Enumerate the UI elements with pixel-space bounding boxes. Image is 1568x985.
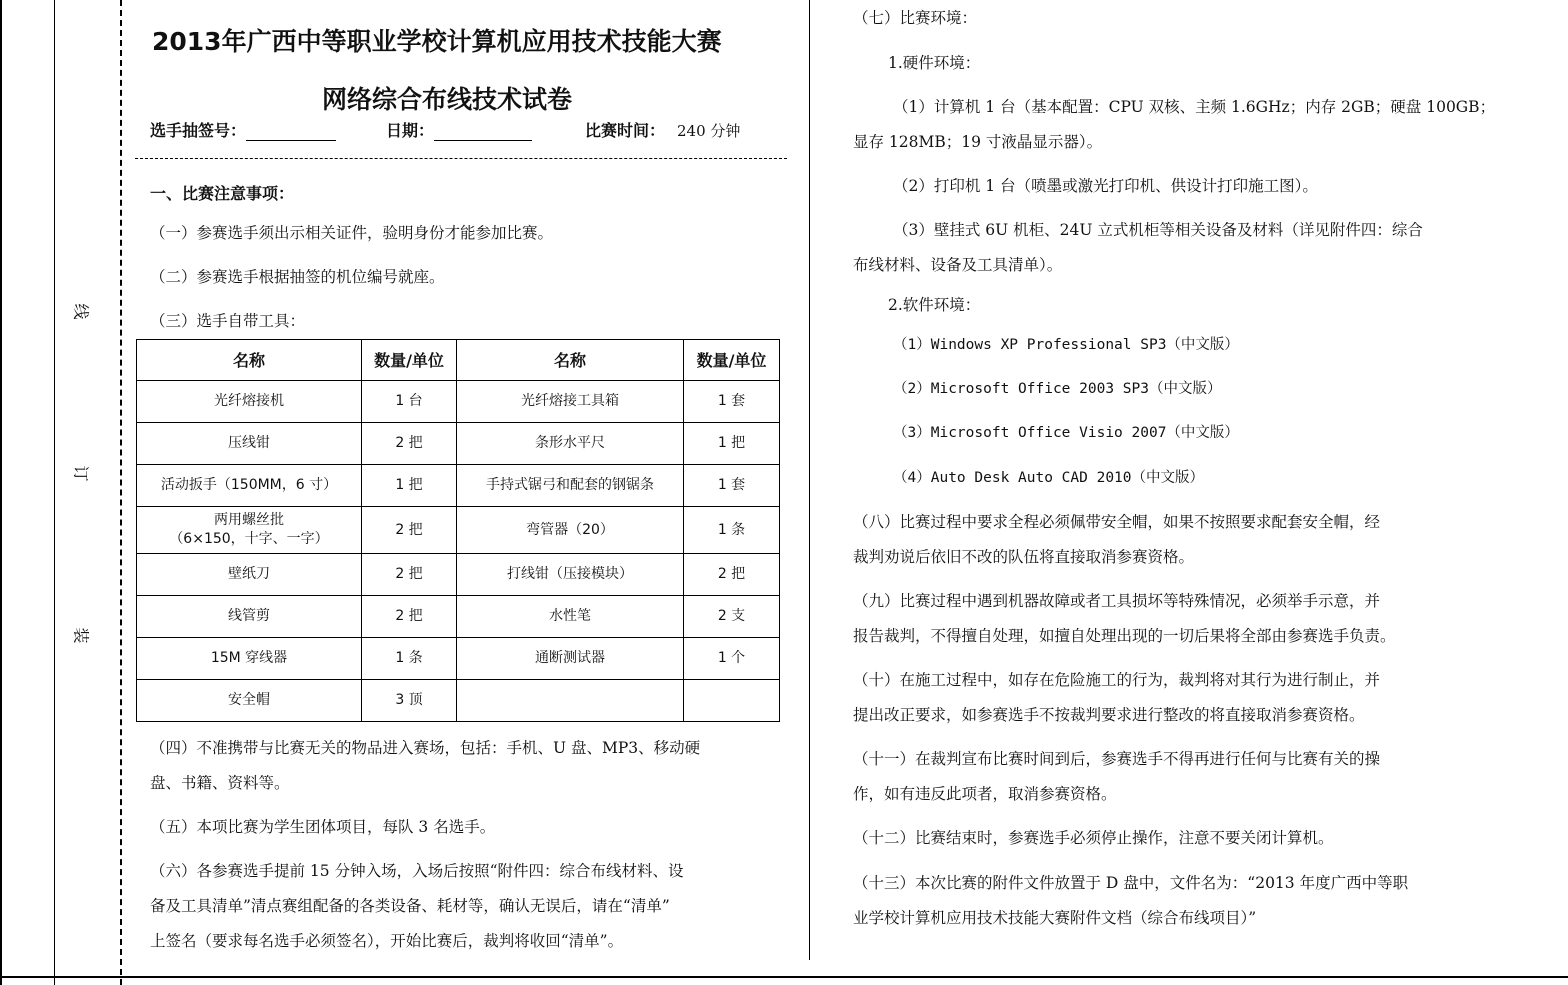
column-divider (809, 0, 810, 960)
table-row (137, 638, 780, 680)
table-cell: 线管剪 (137, 596, 362, 638)
note-item-1: （一）参赛选手须出示相关证件，验明身份才能参加比赛。 (150, 224, 554, 242)
table-row (137, 680, 780, 722)
table-cell: 活动扳手（150MM，6 寸） (137, 465, 362, 507)
note-item-13-line2: 业学校计算机应用技术技能大赛附件文档（综合布线项目）” (853, 909, 1257, 927)
table-cell: 打线钳（压接模块） (457, 554, 684, 596)
lottery-number-blank (246, 126, 336, 141)
software-item-1: （1）Windows XP Professional SP3（中文版） (893, 337, 1239, 353)
table-cell: 1 把 (362, 465, 457, 507)
table-header: 名称 (137, 340, 362, 381)
note-item-11-line1: （十一）在裁判宣布比赛时间到后，参赛选手不得再进行任何与比赛有关的操 (853, 750, 1381, 768)
table-cell: 1 条 (684, 507, 780, 554)
table-cell: 光纤熔接工具箱 (457, 381, 684, 423)
binding-char-bind: 装 (71, 627, 91, 644)
page-title-line1: 2013年广西中等职业学校计算机应用技术技能大赛 (152, 27, 722, 56)
note-item-4-line1: （四）不准携带与比赛无关的物品进入赛场，包括：手机、U 盘、MP3、移动硬 (150, 739, 701, 757)
table-row (137, 596, 780, 638)
table-header: 数量/单位 (362, 340, 457, 381)
table-cell (137, 507, 362, 554)
bottom-border (0, 976, 1568, 978)
note-item-12: （十二）比赛结束时，参赛选手必须停止操作，注意不要关闭计算机。 (853, 829, 1334, 847)
table-cell: 1 套 (684, 465, 780, 507)
note-item-9-line1: （九）比赛过程中遇到机器故障或者工具损坏等特殊情况，必须举手示意，并 (853, 592, 1381, 610)
table-row (137, 554, 780, 596)
hardware-title: 1.硬件环境： (888, 54, 981, 72)
software-item-4: （4）Auto Desk Auto CAD 2010（中文版） (893, 470, 1205, 486)
note-item-10-line1: （十）在施工过程中，如存在危险施工的行为，裁判将对其行为进行制止，并 (853, 671, 1381, 689)
table-row (137, 465, 780, 507)
software-item-3: （3）Microsoft Office Visio 2007（中文版） (893, 425, 1239, 441)
table-cell: 1 套 (684, 381, 780, 423)
hardware-item-2: （2）打印机 1 台（喷墨或激光打印机、供设计打印施工图）。 (893, 177, 1318, 195)
note-item-6-line2: 备及工具清单”清点赛组配备的各类设备、耗材等，确认无误后，请在“清单” (150, 897, 670, 915)
note-item-3: （三）选手自带工具： (150, 312, 306, 330)
lottery-number-label: 选手抽签号： (150, 121, 247, 140)
hardware-item-3-line1: （3）壁挂式 6U 机柜、24U 立式机柜等相关设备及材料（详见附件四：综合 (893, 221, 1423, 239)
table-cell: 2 把 (362, 423, 457, 465)
outer-left-border (0, 0, 2, 985)
table-row (137, 423, 780, 465)
exam-time-field (585, 118, 740, 141)
table-cell: 弯管器（20） (457, 507, 684, 554)
table-cell-line: （6×150，十字、一字） (169, 531, 329, 547)
table-header-row (137, 340, 780, 381)
note-item-8-line1: （八）比赛过程中要求全程必须佩带安全帽，如果不按照要求配套安全帽，经 (853, 513, 1381, 531)
note-item-4-line2: 盘、书籍、资料等。 (150, 774, 290, 792)
table-cell-line: 两用螺丝批 (214, 512, 284, 528)
software-title: 2.软件环境： (888, 296, 981, 314)
table-cell: 安全帽 (137, 680, 362, 722)
note-item-5: （五）本项比赛为学生团体项目，每队 3 名选手。 (150, 818, 496, 836)
note-item-10-line2: 提出改正要求，如参赛选手不按裁判要求进行整改的将直接取消参赛资格。 (853, 706, 1365, 724)
table-cell: 1 台 (362, 381, 457, 423)
table-cell: 1 条 (362, 638, 457, 680)
tools-table (136, 339, 780, 722)
note-item-9-line2: 报告裁判，不得擅自处理，如擅自处理出现的一切后果将全部由参赛选手负责。 (853, 627, 1396, 645)
exam-time-label: 比赛时间： (585, 121, 666, 140)
table-cell (457, 680, 684, 722)
table-header: 名称 (457, 340, 684, 381)
table-cell: 通断测试器 (457, 638, 684, 680)
hardware-item-1-line2: 显存 128MB；19 寸液晶显示器）。 (853, 133, 1103, 151)
table-cell (684, 680, 780, 722)
env-title: （七）比赛环境： (853, 9, 978, 27)
table-header: 数量/单位 (684, 340, 780, 381)
table-row (137, 507, 780, 554)
table-cell: 水性笔 (457, 596, 684, 638)
note-item-6-line1: （六）各参赛选手提前 15 分钟入场，入场后按照“附件四：综合布线材料、设 (150, 862, 684, 880)
note-item-8-line2: 裁判劝说后依旧不改的队伍将直接取消参赛资格。 (853, 548, 1195, 566)
lottery-number-field (150, 118, 336, 141)
table-cell: 3 顶 (362, 680, 457, 722)
note-item-13-line1: （十三）本次比赛的附件文件放置于 D 盘中，文件名为：“2013 年度广西中等职 (853, 874, 1409, 892)
binding-strip-border (54, 0, 55, 985)
date-label: 日期： (386, 121, 435, 140)
table-cell: 条形水平尺 (457, 423, 684, 465)
software-item-2: （2）Microsoft Office 2003 SP3（中文版） (893, 381, 1222, 397)
table-cell: 2 把 (362, 507, 457, 554)
date-field (386, 118, 532, 141)
table-cell: 手持式锯弓和配套的钢锯条 (457, 465, 684, 507)
table-cell: 15M 穿线器 (137, 638, 362, 680)
section-title-notes: 一、比赛注意事项： (150, 184, 295, 203)
table-cell: 压线钳 (137, 423, 362, 465)
exam-time-value: 240 分钟 (677, 122, 741, 140)
binding-char-staple: 订 (71, 465, 91, 482)
note-item-6-line3: 上签名（要求每名选手必须签名），开始比赛后，裁判将收回“清单”。 (150, 932, 624, 950)
table-cell: 2 把 (362, 596, 457, 638)
table-cell: 2 把 (684, 554, 780, 596)
date-blank (434, 126, 532, 141)
table-cell: 光纤熔接机 (137, 381, 362, 423)
page-title-line2: 网络综合布线技术试卷 (322, 85, 573, 114)
binding-dashed-line (120, 0, 122, 985)
table-cell: 1 把 (684, 423, 780, 465)
table-cell: 2 支 (684, 596, 780, 638)
table-row (137, 381, 780, 423)
note-item-11-line2: 作，如有违反此项者，取消参赛资格。 (853, 785, 1117, 803)
table-cell: 2 把 (362, 554, 457, 596)
note-item-2: （二）参赛选手根据抽签的机位编号就座。 (150, 268, 445, 286)
header-divider (135, 158, 787, 159)
binding-char-line: 线 (71, 303, 91, 320)
hardware-item-1-line1: （1）计算机 1 台（基本配置：CPU 双核、主频 1.6GHz；内存 2GB；硬盘 100GB； (893, 98, 1496, 116)
table-cell: 壁纸刀 (137, 554, 362, 596)
table-cell: 1 个 (684, 638, 780, 680)
hardware-item-3-line2: 布线材料、设备及工具清单）。 (853, 256, 1063, 274)
